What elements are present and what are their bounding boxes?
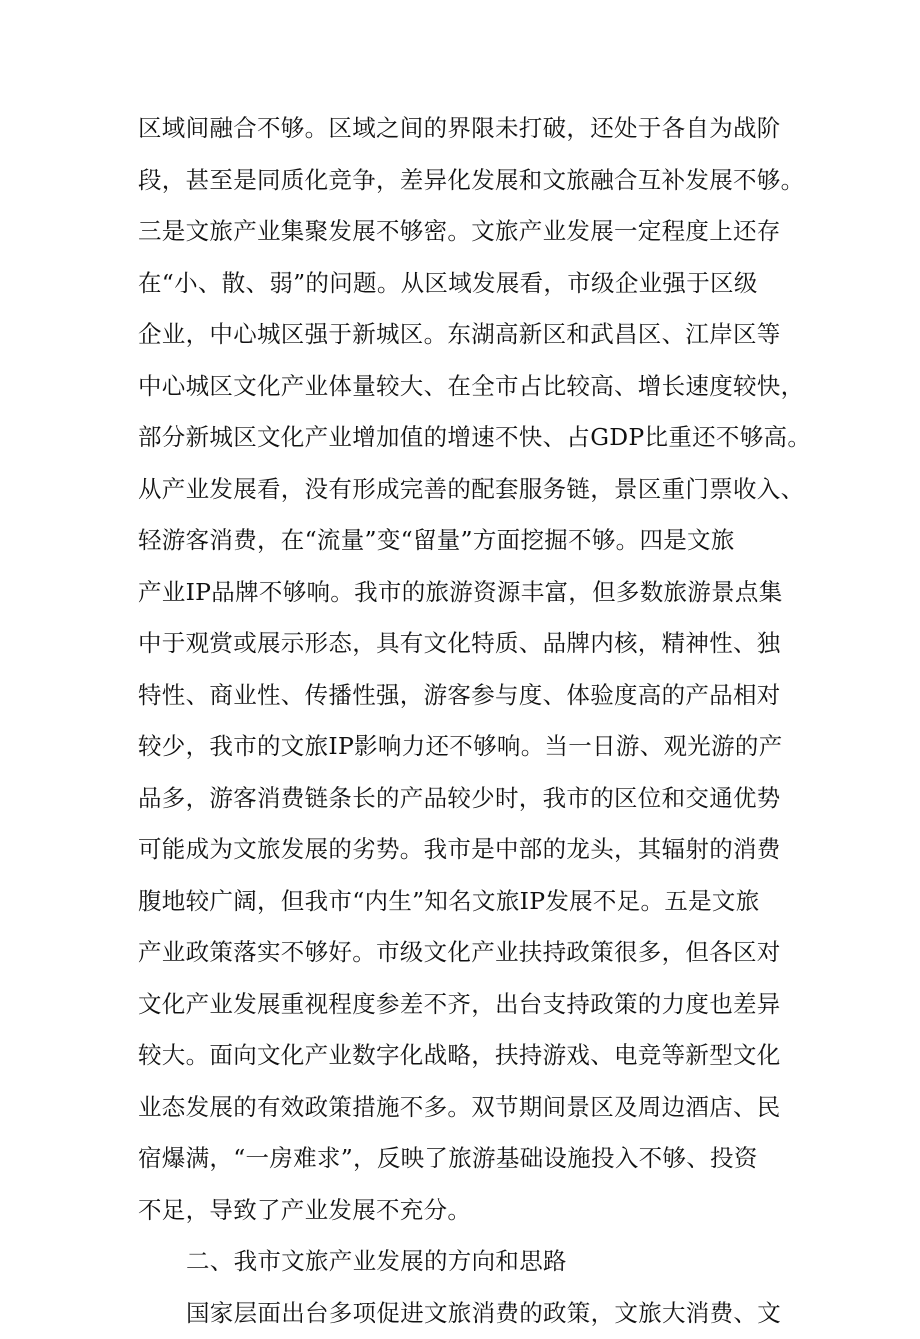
paragraph-line: 中心城区文化产业体量较大、在全市占比较高、增长速度较快，	[138, 361, 798, 413]
paragraph-line: 部分新城区文化产业增加值的增速不快、占GDP比重还不够高。	[138, 412, 798, 464]
paragraph-line: 中于观赏或展示形态，具有文化特质、品牌内核，精神性、独	[138, 618, 798, 670]
paragraph-line: 在“小、散、弱”的问题。从区域发展看，市级企业强于区级	[138, 258, 798, 310]
paragraph-line: 产业IP品牌不够响。我市的旅游资源丰富，但多数旅游景点集	[138, 567, 798, 619]
paragraph-line: 轻游客消费，在“流量”变“留量”方面挖掘不够。四是文旅	[138, 515, 798, 567]
paragraph-line: 品多，游客消费链条长的产品较少时，我市的区位和交通优势	[138, 773, 798, 825]
paragraph-line: 腹地较广阔，但我市“内生”知名文旅IP发展不足。五是文旅	[138, 876, 798, 928]
paragraph-line: 从产业发展看，没有形成完善的配套服务链，景区重门票收入、	[138, 464, 798, 516]
paragraph-line: 企业，中心城区强于新城区。东湖高新区和武昌区、江岸区等	[138, 309, 798, 361]
paragraph-line: 国家层面出台多项促进文旅消费的政策，文旅大消费、文	[138, 1288, 798, 1339]
section-heading: 二、我市文旅产业发展的方向和思路	[138, 1236, 798, 1288]
paragraph-line: 可能成为文旅发展的劣势。我市是中部的龙头，其辐射的消费	[138, 824, 798, 876]
paragraph-line: 较大。面向文化产业数字化战略，扶持游戏、电竞等新型文化	[138, 1030, 798, 1082]
paragraph-line: 文化产业发展重视程度参差不齐，出台支持政策的力度也差异	[138, 979, 798, 1031]
paragraph-line: 三是文旅产业集聚发展不够密。文旅产业发展一定程度上还存	[138, 206, 798, 258]
document-body	[138, 103, 798, 1339]
paragraph-line: 段，甚至是同质化竞争，差异化发展和文旅融合互补发展不够。	[138, 155, 798, 207]
paragraph-line: 宿爆满，“一房难求”，反映了旅游基础设施投入不够、投资	[138, 1133, 798, 1185]
paragraph-line: 业态发展的有效政策措施不多。双节期间景区及周边酒店、民	[138, 1082, 798, 1134]
paragraph-line: 产业政策落实不够好。市级文化产业扶持政策很多，但各区对	[138, 927, 798, 979]
paragraph-line: 区域间融合不够。区域之间的界限未打破，还处于各自为战阶	[138, 103, 798, 155]
paragraph-line: 较少，我市的文旅IP影响力还不够响。当一日游、观光游的产	[138, 721, 798, 773]
paragraph-line: 特性、商业性、传播性强，游客参与度、体验度高的产品相对	[138, 670, 798, 722]
paragraph-line: 不足，导致了产业发展不充分。	[138, 1185, 798, 1237]
